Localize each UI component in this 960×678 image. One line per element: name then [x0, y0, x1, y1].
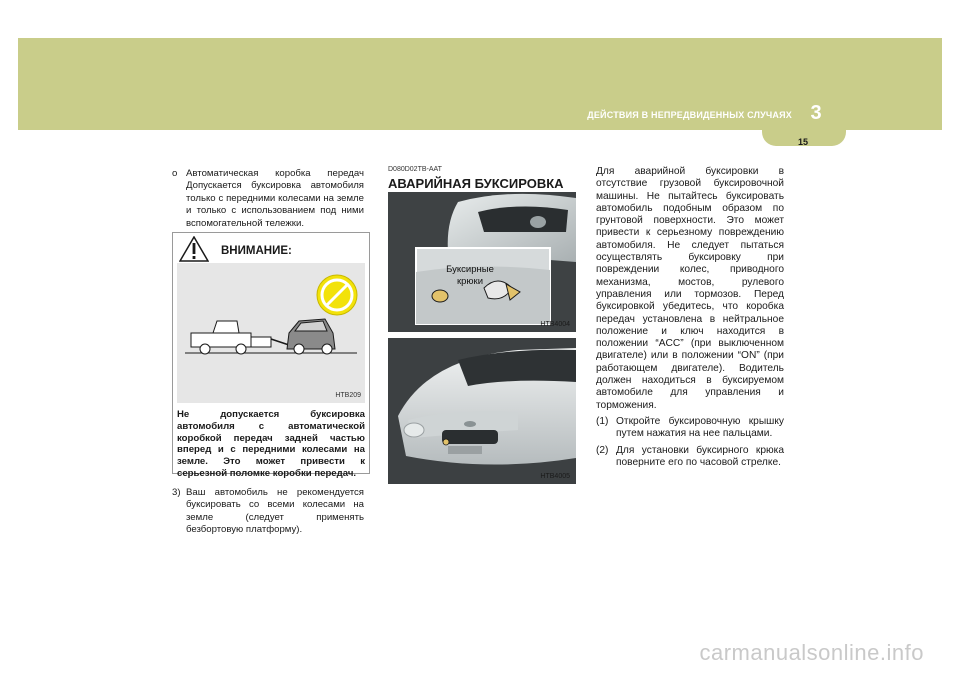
- bullet-text: Автоматическая коробка передач Допускается буксировка автомобиля только с передними колесами на земле и только с использованием под ними вспомогательной тележки.: [186, 168, 364, 229]
- step-text: Откройте буксировочную крышку путем нажатия на нее пальцами.: [616, 415, 784, 440]
- warning-header: [173, 233, 369, 261]
- illustration-code: HTB209: [335, 392, 361, 399]
- left-column-intro: [172, 168, 364, 230]
- step-text: Для установки буксирного крюка поверните его по часовой стрелке.: [616, 444, 784, 468]
- car-front-photo: [388, 338, 576, 484]
- bullet-item: [172, 168, 364, 230]
- numbered-text: Ваш автомобиль не рекомендуется буксировать со всеми колесами на земле (следует применять безбортовую платформу).: [186, 487, 364, 536]
- bullet-mark: o: [172, 168, 178, 179]
- tow-hooks-label: Буксирные крюки: [446, 264, 494, 287]
- chapter-number: 3: [810, 102, 822, 124]
- step-item: [596, 445, 784, 470]
- car-front-photo-image: [388, 338, 576, 484]
- warning-title: ВНИМАНИЕ:: [221, 245, 292, 257]
- towed-car-icon: [287, 319, 335, 354]
- towing-illustration: [177, 263, 365, 403]
- towing-illustration-drawing: [177, 263, 365, 403]
- section-title: ДЕЙСТВИЯ В НЕПРЕДВИДЕННЫХ СЛУЧАЯХ: [587, 110, 792, 120]
- warning-triangle-icon: [179, 236, 209, 262]
- warning-text: Не допускается буксировка автомобиля с автоматической коробкой передач задней частью вперед и с передними колесами на земле. Это может привести к серьезной поломке коробки передач.: [177, 409, 365, 479]
- right-column: [596, 166, 784, 469]
- tow-hook-photo: [388, 192, 576, 332]
- intro-paragraph: Для аварийной буксировки в отсутствие грузовой буксировочной машины. Не пытайтесь буксировать автомобиль подобным образом по грунтовой поверхности. Это может привести к серьезному повреждению автомобиля. Не следует пытаться осуществлять буксировку при повреждении колес, приводного механизма, мостов, рулевого управления или тормозов. Перед буксировкой убедитесь, что коробка передач установлена в нейтральное положение и ключ находится в положении “ACC” (при выключенном двигателе) или в положении “ON” (при работающем двигателе). Водитель должен находиться в буксируемом автомобиле для управления и торможения.: [596, 166, 784, 411]
- page-number: 15: [797, 137, 808, 147]
- warning-box: [172, 232, 370, 479]
- photo2-code: HTB4005: [540, 473, 570, 480]
- tow-hook-photo-image: [388, 192, 576, 332]
- numbered-mark: 3): [172, 487, 181, 498]
- tow-truck-icon: [191, 321, 289, 354]
- watermark: [0, 640, 960, 666]
- left-column-numbered: [172, 487, 364, 537]
- step-mark: (1): [596, 415, 609, 427]
- step-item: [596, 416, 784, 441]
- step-mark: (2): [596, 444, 609, 456]
- watermark-text: carmanualsonline.info: [699, 640, 924, 665]
- photo1-code: HTB4004: [540, 321, 570, 328]
- section-code: D080D02TB-AAT: [388, 166, 442, 173]
- prohibition-icon: [317, 275, 357, 315]
- numbered-item: [172, 487, 364, 537]
- section-heading: АВАРИЙНАЯ БУКСИРОВКА: [388, 176, 564, 191]
